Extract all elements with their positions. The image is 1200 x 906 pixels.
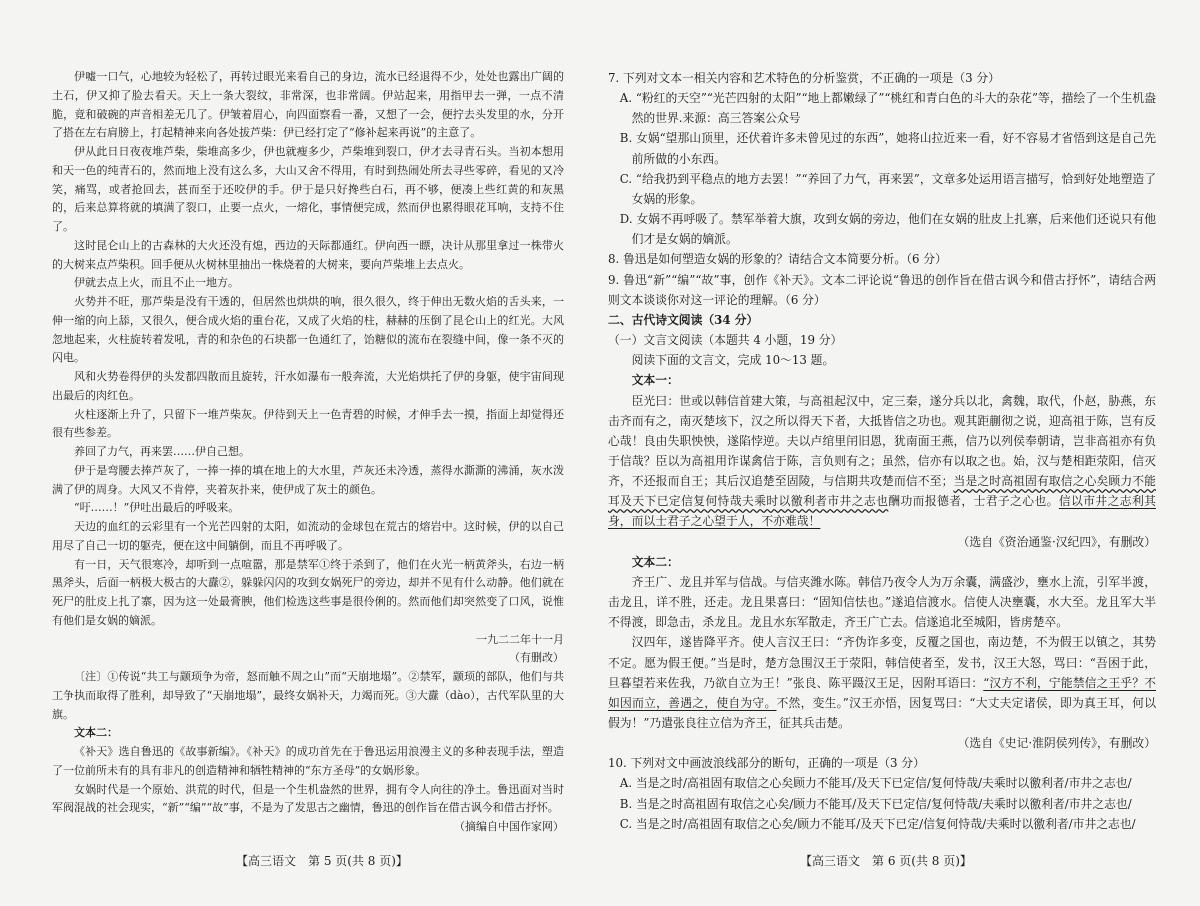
commentary-paragraph: 《补天》选自鲁迅的《故事新编》。《补天》的成功首先在于鲁迅运用浪漫主义的多种表现手法，塑造了一位前所未有的具有非凡的创造精神和牺牲精神的“东方圣母”的女娲形象。 — [52, 745, 564, 777]
story-paragraph: 伊从此日日夜夜堆芦柴，柴堆高多少，伊也就瘦多少，芦柴堆到裂口，伊才去寻青石头。当初本想用和天一色的纯青石的，然而地上没有这么多，大山又舍不得用，有时到热闹处所去寻些零碎，看见的又冷笑，痛骂，或者抢回去，甚而至于还咬伊的手。伊于是只好搀些白石，再不够，便凑上些红黄的和灰黑的，后来总算将就的填满了裂口，止要一点火，一熔化，事情便完成，然而伊也累得眼花耳响，支持不住了。 — [52, 145, 564, 233]
classical-text1 — [608, 391, 1156, 532]
story-paragraph: 伊于是弯腰去捧芦灰了，一捧一捧的填在地上的大水里，芦灰还未冷透，蒸得水澌澌的沸涌，灰水泼满了伊的周身。大风又不肯停，夹着灰扑来，使伊成了灰土的颜色。 — [52, 463, 564, 496]
story-paragraph: 养回了力气，再来罢……伊自己想。 — [74, 445, 250, 458]
story-paragraph: 火柱逐渐上升了，只留下一堆芦柴灰。伊待到天上一色青碧的时候，才伸手去一摸，指面上却觉得还很有些参差。 — [52, 407, 564, 440]
q10-option-c: C. 当是之时/高祖固有取信之心矣/顾力不能耳/及天下已定/信复何恃哉/夫乘时以徼利者/市井之志也/ — [619, 816, 1136, 831]
q10-option-a: A. 当是之时/高祖固有取信之心矣顾力不能耳/及天下已定信/复何恃哉/夫乘时以徼利者/市井之志也/ — [619, 776, 1132, 791]
story-paragraph: 这时昆仑山上的古森林的大火还没有熄，西边的天际都通红。伊向西一瞟，决计从那里拿过一株带火的大树来点芦柴积。回手便从火树林里抽出一株烧着的大树来，要向芦柴堆上去点火。 — [52, 238, 564, 271]
question-7: 7. 下列对文本一相关内容和艺术特色的分析鉴赏，不正确的一项是（3 分） — [608, 71, 1000, 85]
classical-text2-heading: 文本二： — [631, 554, 679, 569]
text2-source: （选自《史记·淮阴侯列传》，有删改） — [957, 736, 1156, 751]
question-10: 10. 下列对文中画波浪线部分的断句，正确的一项是（3 分） — [608, 756, 925, 771]
right-page-footer: 【高三语文 第 6 页(共 8 页)】 — [800, 854, 972, 868]
text1-middle: 酬功而报德者，士君子之心也。 — [888, 494, 1059, 509]
left-page — [52, 68, 564, 837]
footnote: 〔注〕①传说“共工与颛顼争为帝，怒而触不周之山”而“天崩地塌”。②禁军，颛顼的部队，他们与共工争执而取得了胜利，却导致了“天崩地塌”，最终女娲补天，力竭而死。③大纛（dào），古代军队里的大旗。 — [52, 670, 564, 721]
q7-option-a: A. “粉红的天空”“光芒四射的太阳”“地上都嫩绿了”“桃红和青白色的斗大的杂花”等，描绘了一个生机盎然的世界.来源：高三答案公众号 — [619, 91, 1156, 126]
story-paragraph: 伊就去点上火，而且不止一地方。 — [74, 276, 239, 290]
classical-text2-para1: 齐王广、龙且并军与信战。与信夹潍水陈。韩信乃夜令人为万余囊，满盛沙，壅水上流，引军半渡，击龙且，详不胜，还走。龙且果喜曰：“固知信怯也。”遂追信渡水。信使人决壅囊，水大至。龙且军大半不得渡，即急击，杀龙且。龙且水东军散走，齐王广亡去。信遂追北至城阳，皆虏楚卒。 — [608, 574, 1156, 630]
story-paragraph: 有一日，天气很寒冷，却听到一点喧嚣，那是禁军①终于杀到了，他们在火光一柄黄斧头，右边一柄黑斧头，后面一柄极大极古的大纛②，躲躲闪闪的攻到女娲死尸的旁边，却并不见有什么动静。他们就在死尸的肚皮上扎了寨，因为这一处最膏腴，他们检选这些事是很伶俐的。然而他们却突然变了口风，说惟有他们是女娲的嫡派。 — [52, 557, 564, 627]
story-paragraph: 火势并不旺，那芦柴是没有干透的，但居然也烘烘的响，很久很久，终于伸出无数火焰的舌头来，一伸一缩的向上舔，又很久，便合成火焰的重台花，又成了火焰的柱，赫赫的压倒了昆仑山上的红光。大风忽地起来，火柱旋转着发吼，青的和杂色的石块都一色通红了，饴糖似的流布在裂缝中间，像一条不灭的闪电。 — [52, 295, 564, 365]
text1-source: （选自《资治通鉴·汉纪四》，有删改） — [957, 534, 1156, 549]
story-paragraph: 风和火势卷得伊的头发都四散而且旋转，汗水如瀑布一般奔流，大光焰烘托了伊的身躯，使宇宙间现出最后的肉红色。 — [52, 370, 564, 402]
commentary-paragraph: 女娲时代是一个原始、洪荒的时代，但是一个生机盎然的世界，拥有令人向往的净土。鲁迅面对当时军阀混战的社会现实，“新”“编”“故”事，不是为了发思古之幽情，鲁迅的创作旨在借古讽今和借古抒怀。 — [52, 782, 564, 815]
section-heading: 二、古代诗文阅读（34 分） — [608, 312, 759, 327]
text1-wavy-segment: 当是之时高祖固有取信之心矣顾力不能耳及天下已定信复何恃哉夫乘时以徼利者市井之志也 — [608, 474, 1156, 509]
story-paragraph: “吁……！”伊吐出最后的呼吸来。 — [74, 501, 240, 515]
question-8: 8. 鲁迅是如何塑造女娲的形象的？请结合文本简要分析。（6 分） — [608, 252, 947, 267]
story-paragraph: 伊嘘一口气，心地较为轻松了，再转过眼光来看自己的身边，流水已经退得不少，处处也露出广阔的土石，伊又抑了脸去看天。天上一条大裂纹，非常深，也非常阔。伊站起来，用指甲去一弹，一点不清脆，竟和破碗的声音相差无几了。伊皱着眉心，向四面察看一番，又想了一会，便拧去头发里的水，分开了搭在左右肩膀上，打起精神来向各处拔芦柴：伊已经打定了“修补起来再说”的主意了。 — [52, 70, 564, 140]
q7-option-c: C. “给我扔到平稳点的地方去罢！”“养回了力气，再来罢”，文章多处运用语言描写，恰到好处地塑造了女娲的形象。 — [619, 171, 1156, 206]
text2-heading: 文本二： — [74, 726, 118, 740]
text1-plain: 臣光曰：世或以韩信首建大策，与高祖起汉中，定三秦，遂分兵以北，禽魏，取代，仆赵，胁燕，东击齐而有之，南灭楚垓下，汉之所以得天下者，大抵皆信之功也。观其距蒯彻之说，迎高祖于陈，岂有反心哉！良由失职怏怏，遂陷悖逆。夫以卢绾里闬旧恩，犹南面王燕，信乃以列侯奉朝请，岂非高祖亦有负于信哉？臣以为高祖用诈谋禽信于陈，言负则有之；虽然，信亦有以取之也。始，汉与楚相距荥阳，信灭齐，不还报而自王；其后汉追楚至固陵，与信期共攻楚而信不至； — [608, 393, 1156, 489]
q7-option-b: B. 女娲“望那山顶里，还伏着许多未曾见过的东西”，她将山拉近来一看，好不容易才省悟到这是自己先前所做的小东西。 — [619, 131, 1156, 166]
classical-text2-para2 — [608, 632, 1156, 733]
subsection-heading: （一）文言文阅读（本题共 4 小题，19 分） — [608, 333, 843, 348]
abridged-note: （有删改） — [509, 651, 564, 665]
question-9: 9. 鲁迅“新”“编”“故”事，创作《补天》。文本二评论说“鲁迅的创作旨在借古讽今和借古抒怀”，请结合两则文本谈谈你对这一评论的理解。（6 分） — [608, 272, 1156, 307]
story-paragraph: 天边的血红的云彩里有一个光芒四射的太阳，如流动的金球包在荒古的熔岩中。这时候，伊的以自己用尽了自己一切的躯壳，便在这中间躺倒，而且不再呼吸了。 — [52, 520, 564, 552]
classical-text1-heading: 文本一： — [631, 373, 679, 388]
left-page-footer: 【高三语文 第 5 页(共 8 页)】 — [236, 854, 408, 868]
story-date: 一九二二年十一月 — [476, 632, 564, 646]
text1-underlined-segment: 信以市井之志利其身，而以士君子之心望于人，不亦难哉！ — [608, 494, 1156, 529]
commentary-source: （摘编自中国作家网） — [454, 820, 564, 833]
q10-option-b: B. 当是之时高祖固有取信之心矣/顾力不能耳/及天下已定信/复何恃哉/夫乘时以徼利者/市井之志也/ — [619, 796, 1132, 811]
right-page — [608, 68, 1156, 834]
q7-option-d: D. 女娲不再呼吸了。禁军举着大旗，攻到女娲的旁边，他们在女娲的肚皮上扎寨，后来他们还说只有他们才是女娲的嫡派。 — [619, 212, 1156, 247]
reading-instruction: 阅读下面的文言文，完成 10～13 题。 — [631, 353, 835, 368]
text2-end: 不然，变生。”汉王亦悟，因复骂曰：“大丈夫定诸侯，即为真王耳，何以假为！”乃遣张良往立信为齐王，征其兵击楚。 — [608, 695, 1156, 730]
text2-underlined-segment: “汉方不利，宁能禁信之王乎？不如因而立，善遇之，使自为守。 — [608, 675, 1156, 710]
text2-plain: 汉四年，遂皆降平齐。使人言汉王曰：“齐伪诈多变，反覆之国也，南边楚，不为假王以镇之，其势不定。愿为假王便。”当是时，楚方急围汉王于荥阳，韩信使者至，发书，汉王大怒，骂曰：“吾困于此，旦暮望若来佐我，乃欲自立为王！”张良、陈平蹑汉王足，因附耳语曰： — [608, 635, 1156, 690]
